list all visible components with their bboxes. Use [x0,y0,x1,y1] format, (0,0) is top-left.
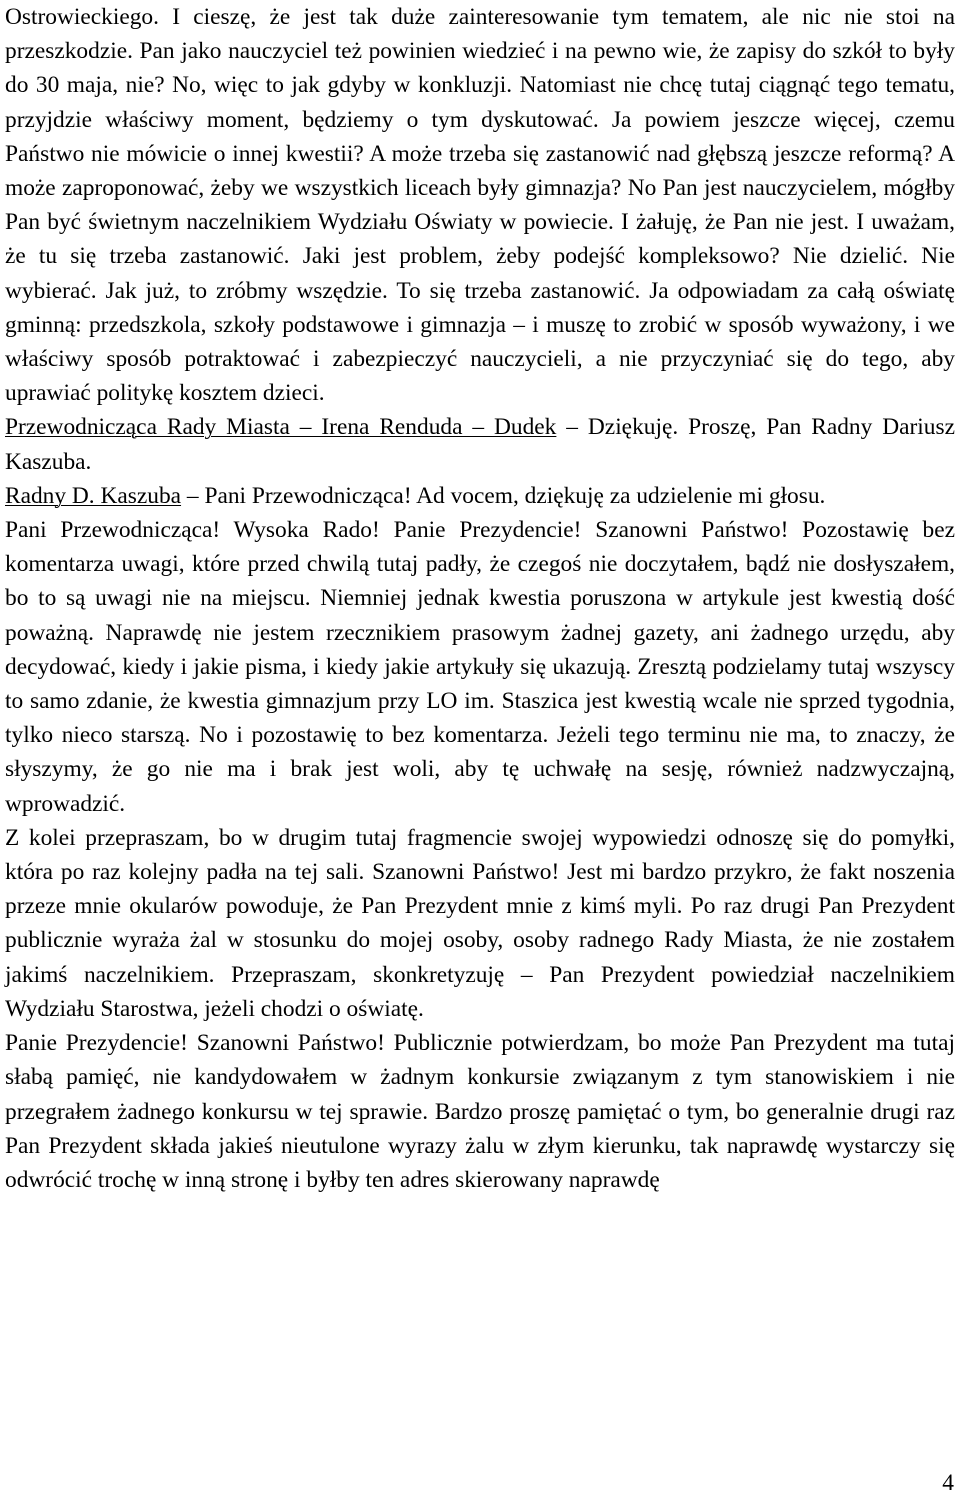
paragraph-councillor-statement-2 [5,821,955,1026]
paragraph-text: – Dziękuję. Proszę, Pan Radny Dariusz Kaszuba. [5,414,955,475]
speaker-label-councillor: Radny D. Kaszuba [5,482,182,509]
paragraph-statement-continuation [5,0,955,410]
paragraph-text: – Pani Przewodnicząca! Ad vocem, dziękuję za udzielenie mi głosu. [181,482,826,509]
document-page [5,0,955,1197]
page-number: 4 [942,1470,954,1496]
paragraph-text: Ostrowieckiego. I cieszę, że jest tak duże zainteresowanie tym tematem, ale nic nie stoi na przeszkodzie. Pan jako nauczyciel też powinien wiedzieć i na pewno wie, że zapisy do szkół to były do 30 maja, nie? No, więc to jak gdyby w konkluzji. Natomiast nie chcę tutaj ciągnąć tego tematu, przyjdzie właściwy moment, będziemy o tym dyskutować. Ja powiem jeszcze więcej, czemu Państwo nie mówicie o innej kwestii? A może trzeba się zastanowić nad głębszą jeszcze reformą? A może zaproponować, żeby we wszystkich liceach były gimnazja? No Pan jest nauczycielem, mógłby Pan być świetnym naczelnikiem Wydziału Oświaty w powiecie. I żałuję, że Pan nie jest. I uważam, że tu się trzeba zastanowić. Jaki jest problem, żeby podejść kompleksowo? Nie dzielić. Nie wybierać. Jak już, to zróbmy wszędzie. To się trzeba zastanowić. Ja odpowiadam za całą oświatę gminną: przedszkola, szkoły podstawowe i gimnazja – i muszę to zrobić w sposób wyważony, i we właściwy sposób potraktować i zabezpieczyć nauczycieli, a nie przyczyniać się do tego, aby uprawiać politykę kosztem dzieci. [5,4,955,407]
paragraph-text: Pani Przewodnicząca! Wysoka Rado! Panie Prezydencie! Szanowni Państwo! Pozostawię bez komentarza uwagi, które przed chwilą tutaj padły, że czegoś nie doczytałem, bądź nie dosłyszałem, bo to są uwagi nie na miejscu. Niemniej jednak kwestia poruszona w artykule jest kwestią dość poważną. Naprawdę nie jestem rzecznikiem prasowym żadnej gazety, ani żadnego urzędu, aby decydować, kiedy i jakie pisma, i kiedy jakie artykuły się ukazują. Zresztą podzielamy tutaj wszyscy to samo zdanie, że kwestia gimnazjum przy LO im. Staszica jest kwestią wcale nie sprzed tygodnia, tylko nieco starszą. No i pozostawię to bez komentarza. Jeżeli tego terminu nie ma, to znaczy, że słyszymy, że go nie ma i brak jest woli, aby tę uchwałę na sesję, również nadzwyczajną, wprowadzić. [5,517,955,817]
speaker-label-chair: Przewodnicząca Rady Miasta – Irena Renduda – Dudek [5,414,557,441]
paragraph-text: Panie Prezydencie! Szanowni Państwo! Publicznie potwierdzam, bo może Pan Prezydent ma tutaj słabą pamięć, nie kandydowałem w żadnym konkursie związanym z tym stanowiskiem i nie przegrałem żadnego konkursu w tej sprawie. Bardzo proszę pamiętać o tym, bo generalnie drugi raz Pan Prezydent składa jakieś nieutulone wyrazy żalu w złym kierunku, tak naprawdę wystarczy się odwrócić trochę w inną stronę i byłby ten adres skierowany naprawdę [5,1030,955,1193]
paragraph-councillor-statement-1 [5,513,955,821]
paragraph-councillor-intro [5,479,955,513]
paragraph-councillor-statement-3 [5,1026,955,1197]
paragraph-chair-response [5,410,955,478]
paragraph-text: Z kolei przepraszam, bo w drugim tutaj fragmencie swojej wypowiedzi odnoszę się do pomyłki, która po raz kolejny padła na tej sali. Szanowni Państwo! Jest mi bardzo przykro, że fakt noszenia przeze mnie okularów powoduje, że Pan Prezydent mnie z kimś myli. Po raz drugi Pan Prezydent publicznie wyraża żal w stosunku do mojej osoby, osoby radnego Rady Miasta, że nie zostałem jakimś naczelnikiem. Przepraszam, skonkretyzuję – Pan Prezydent powiedział naczelnikiem Wydziału Starostwa, jeżeli chodzi o oświatę. [5,824,955,1022]
